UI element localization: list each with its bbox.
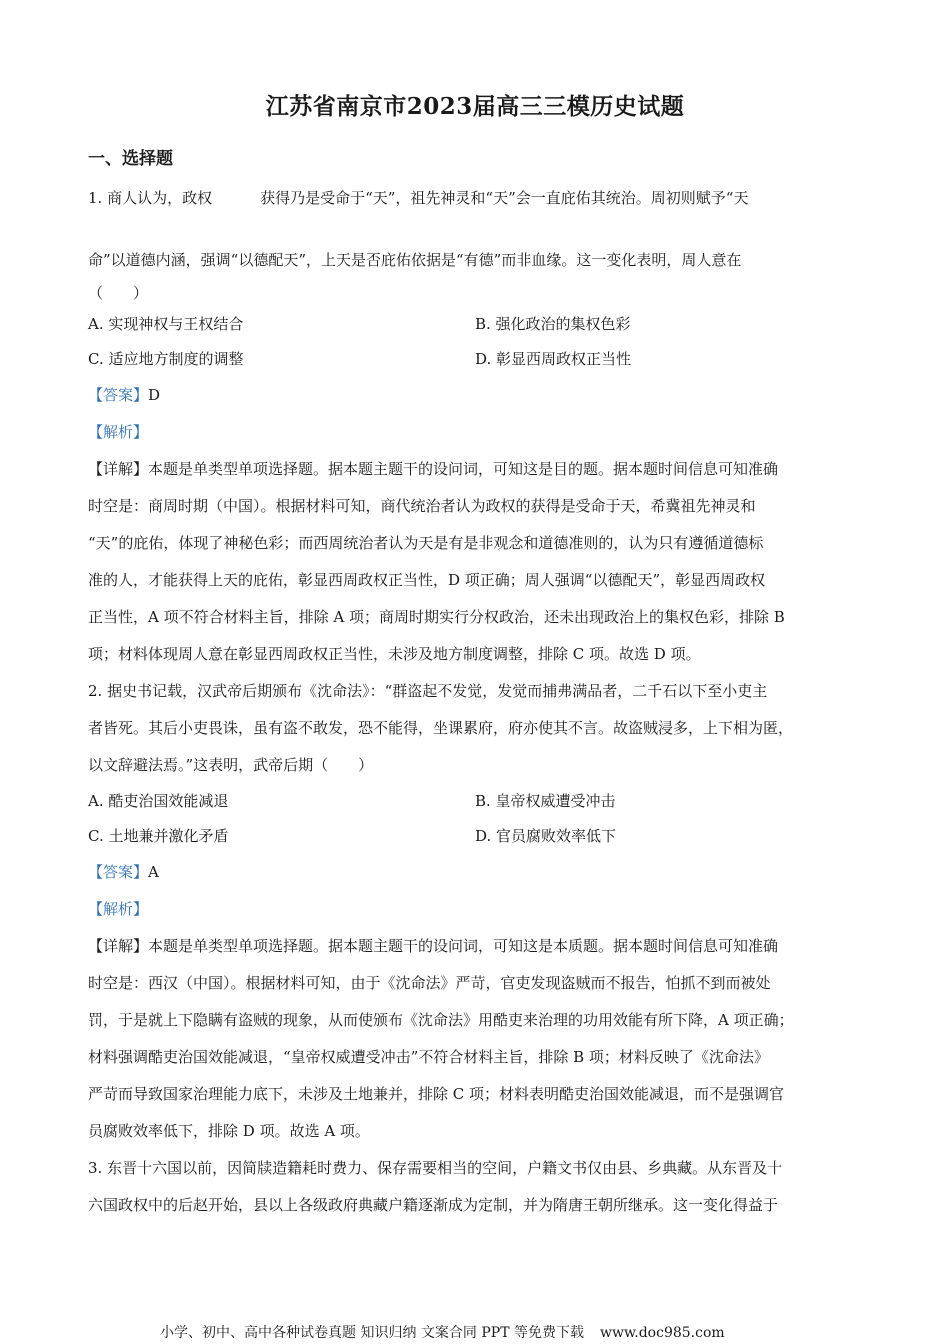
question-2-answer xyxy=(88,854,862,891)
question-2-detail-line: 时空是：西汉（中国）。根据材料可知，由于《沈命法》严苛，官吏发现盗贼而不报告，怕抓不到而被处 xyxy=(88,974,771,992)
question-1-stem-line-2: 命”以道德内涵，强调“以德配天”，上天是否庇佑依据是“有德”而非血缘。这一变化表明，周人意在 xyxy=(88,251,742,269)
question-2-stem-line: 以文辞避法焉。”这表明，武帝后期（ ） xyxy=(88,756,374,774)
question-3-stem-line: 六国政权中的后赵开始，县以上各级政府典藏户籍逐渐成为定制，并为隋唐王朝所继承。这一变化得益于 xyxy=(88,1196,779,1214)
question-2-detail-line: 材料强调酷吏治国效能减退，“皇帝权威遭受冲击”不符合材料主旨，排除 B 项；材料反映了《沈命法》 xyxy=(88,1048,769,1066)
question-2-stem-line: 2. 据史书记载，汉武帝后期颁布《沈命法》：“群盗起不发觉，发觉而捕弗满品者，二千石以下至小吏主 xyxy=(88,682,768,700)
detail-tag: 【详解】 xyxy=(88,460,149,478)
answer-value: A xyxy=(148,863,159,881)
analysis-tag: 【解析】 xyxy=(88,423,149,441)
footer-text: 小学、初中、高中各种试卷真题 知识归纳 文案合同 PPT 等免费下载 xyxy=(160,1325,584,1341)
question-1-detail-line: 时空是：商周时期（中国）。根据材料可知，商代统治者认为政权的获得是受命于天，希冀祖先神灵和 xyxy=(88,497,756,515)
answer-tag: 【答案】 xyxy=(88,386,149,404)
question-2-option-d: D. 官员腐败效率低下 xyxy=(475,827,617,845)
question-1-detail-line: “天”的庇佑，体现了神秘色彩；而西周统治者认为天是有是非观念和道德准则的，认为只有遵循道德标 xyxy=(88,534,764,552)
answer-value: D xyxy=(148,386,161,404)
detail-text: 本题是单类型单项选择题。据本题主题干的设问词，可知这是本质题。据本题时间信息可知准确 xyxy=(148,937,779,955)
document-body xyxy=(88,180,862,1224)
question-1-detail-line: 准的人，才能获得上天的庇佑，彰显西周政权正当性，D 项正确；周人强调“以德配天”，彰显西周政权 xyxy=(88,571,766,589)
question-1-analysis-tag xyxy=(88,414,862,451)
question-1-option-c: C. 适应地方制度的调整 xyxy=(88,350,244,368)
question-1-options-row xyxy=(88,342,862,377)
question-2-stem-line: 者皆死。其后小吏畏诛，虽有盗不敢发，恐不能得，坐课累府，府亦使其不言。故盗贼浸多，上下相为匿， xyxy=(88,719,794,737)
question-2-detail-line xyxy=(88,928,862,965)
footer-link[interactable]: www.doc985.com xyxy=(599,1325,725,1341)
detail-tag: 【详解】 xyxy=(88,937,149,955)
question-1-stem-part: 1. 商人认为，政权 xyxy=(88,189,213,207)
question-2-detail-line: 罚，于是就上下隐瞒有盗贼的现象，从而使颁布《沈命法》用酷吏来治理的功用效能有所下降，A 项正确； xyxy=(88,1011,794,1029)
question-1-options-row xyxy=(88,307,862,342)
question-2-option-c: C. 土地兼并激化矛盾 xyxy=(88,827,229,845)
question-2-option-b: B. 皇帝权威遭受冲击 xyxy=(475,792,616,810)
answer-tag: 【答案】 xyxy=(88,863,149,881)
question-2-option-a: A. 酷吏治国效能减退 xyxy=(88,792,229,810)
analysis-tag: 【解析】 xyxy=(88,900,149,918)
page-title: 江苏省南京市2023届高三三模历史试题 xyxy=(265,93,685,120)
question-2-analysis-tag xyxy=(88,891,862,928)
question-1-stem-line-1 xyxy=(88,180,862,217)
section-heading: 一、选择题 xyxy=(88,149,173,169)
question-2-detail-line: 员腐败效率低下，排除 D 项。故选 A 项。 xyxy=(88,1122,370,1140)
question-3-stem-line: 3. 东晋十六国以前，因简牍造籍耗时费力、保存需要相当的空间，户籍文书仅由县、乡典藏。从东晋及十 xyxy=(88,1159,783,1177)
question-1-option-a: A. 实现神权与王权结合 xyxy=(88,315,244,333)
question-2-detail-line: 严苛而导致国家治理能力底下，未涉及土地兼并，排除 C 项；材料表明酷吏治国效能减退，而不是强调官 xyxy=(88,1085,785,1103)
page-footer xyxy=(160,1322,725,1342)
question-1-detail-line: 项；材料体现周人意在彰显西周政权正当性，未涉及地方制度调整，排除 C 项。故选 D 项。 xyxy=(88,645,701,663)
detail-text: 本题是单类型单项选择题。据本题主题干的设问词，可知这是目的题。据本题时间信息可知准确 xyxy=(148,460,779,478)
question-2-options-row xyxy=(88,819,862,854)
question-1-option-d: D. 彰显西周政权正当性 xyxy=(475,350,632,368)
question-2-options-row xyxy=(88,784,862,819)
question-1-detail-line xyxy=(88,451,862,488)
question-1-stem-part: 获得乃是受命于“天”，祖先神灵和“天”会一直庇佑其统治。周初则赋予“天 xyxy=(260,189,749,207)
question-1-stem-line-3: （ ） xyxy=(88,284,149,302)
question-1-option-b: B. 强化政治的集权色彩 xyxy=(475,315,631,333)
question-1-answer xyxy=(88,377,862,414)
question-1-detail-line: 正当性，A 项不符合材料主旨，排除 A 项；商周时期实行分权政治，还未出现政治上的集权色彩，排除 B xyxy=(88,608,785,626)
